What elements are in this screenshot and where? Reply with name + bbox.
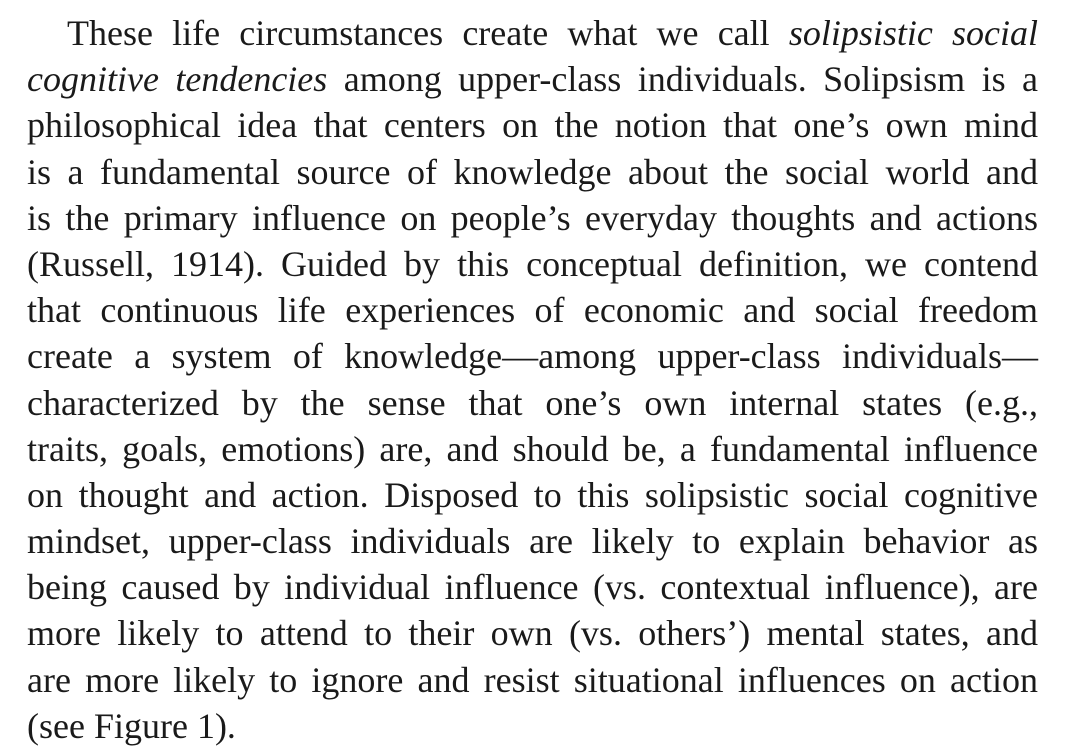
paragraph-line: [27, 472, 1038, 518]
text-run: being caused by individual influence (vs. contextual influence), are: [27, 567, 1038, 608]
text-run: traits, goals, emotions) are, and should be, a fundamental influence: [27, 428, 1038, 469]
text-run: mindset, upper-class individuals are likely to explain behavior as: [27, 521, 1038, 562]
paragraph-line: [27, 149, 1038, 195]
italic-term: solipsistic social: [788, 13, 1039, 53]
paragraph-line: [27, 518, 1038, 564]
text-run: philosophical idea that centers on the notion that one’s own mind: [27, 105, 1038, 146]
paragraph-line: [27, 610, 1038, 656]
paragraph-line: [27, 287, 1038, 333]
text-run: (see Figure 1).: [27, 705, 236, 746]
paragraph-line: [27, 333, 1038, 379]
paragraph-line: [27, 657, 1038, 703]
text-run: are more likely to ignore and resist situational influences on action: [27, 659, 1038, 700]
paragraph-line: [27, 241, 1038, 287]
paragraph-line: [27, 703, 1038, 747]
text-run: is the primary influence on people’s everyday thoughts and actions: [27, 197, 1038, 238]
text-run: (Russell, 1914). Guided by this conceptual definition, we contend: [27, 243, 1038, 284]
text-run: more likely to attend to their own (vs. others’) mental states, and: [27, 613, 1038, 654]
paragraph-line: [27, 195, 1038, 241]
text-run: is a fundamental source of knowledge about the social world and: [27, 151, 1038, 192]
text-run: These life circumstances create what we call: [67, 13, 789, 53]
text-run: create a system of knowledge—among upper-class individuals—: [27, 336, 1038, 377]
text-run: on thought and action. Disposed to this solipsistic social cognitive: [27, 474, 1038, 515]
paragraph-line: [27, 564, 1038, 610]
text-run: that continuous life experiences of economic and social freedom: [27, 290, 1038, 331]
paragraph-line: [27, 380, 1038, 426]
paragraph-line: [27, 10, 1038, 56]
paragraph-line: [27, 102, 1038, 148]
body-paragraph: [27, 10, 1038, 747]
paragraph-line: [27, 56, 1038, 102]
italic-term: cognitive tendencies: [27, 59, 328, 100]
paragraph-line: [27, 426, 1038, 472]
text-run: among upper-class individuals. Solipsism is a: [327, 59, 1039, 100]
text-run: characterized by the sense that one’s own internal states (e.g.,: [27, 382, 1038, 423]
